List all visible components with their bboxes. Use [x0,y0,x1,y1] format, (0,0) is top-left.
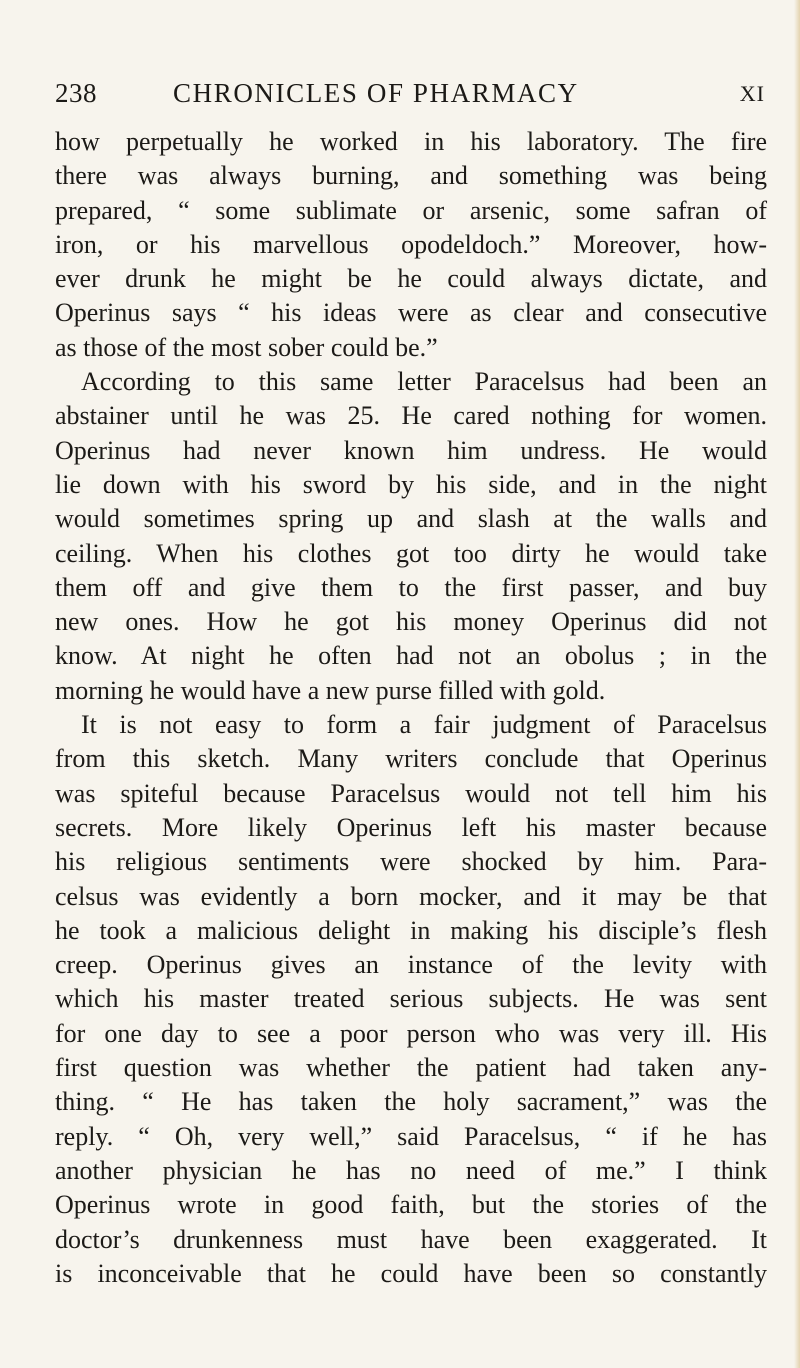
text-line: for one day to see a poor person who was very ill. His [55,1018,767,1048]
text-line: would sometimes spring up and slash at the walls and [55,504,767,534]
text-line: Operinus wrote in good faith, but the stories of the [55,1190,767,1220]
paragraph [55,708,767,1291]
text-line: from this sketch. Many writers conclude that Operinus [55,744,767,774]
page-edge-stain [794,0,800,1368]
text-line: is inconceivable that he could have been so constantly [55,1258,767,1288]
text-line: know. At night he often had not an obolus ; in the [55,641,767,671]
text-line: prepared, “ some sublimate or arsenic, some safran of [55,195,767,225]
text-line: Operinus says “ his ideas were as clear and consecutive [55,298,767,328]
text-line: his religious sentiments were shocked by him. Para- [55,847,767,877]
paragraph [55,365,767,708]
text-line: morning he would have a new purse filled with gold. [55,675,606,705]
text-line: reply. “ Oh, very well,” said Paracelsus, “ if he has [55,1121,767,1151]
text-line: new ones. How he got his money Operinus did not [55,607,767,637]
text-line: another physician he has no need of me.” I think [55,1155,767,1185]
running-title: CHRONICLES OF PHARMACY [173,78,579,108]
text-line: iron, or his marvellous opodeldoch.” Moreover, how- [55,229,767,259]
text-line: which his master treated serious subjects. He was sent [55,984,767,1014]
text-line: ceiling. When his clothes got too dirty he would take [55,538,767,568]
text-line: secrets. More likely Operinus left his master because [55,812,767,842]
text-line: there was always burning, and something was being [55,161,767,191]
text-line: According to this same letter Paracelsus had been an [81,367,767,397]
page-number: 238 [55,78,97,108]
paragraph [55,125,767,365]
text-line: was spiteful because Paracelsus would not tell him his [55,778,767,808]
text-line: doctor’s drunkenness must have been exaggerated. It [55,1224,767,1254]
text-line: he took a malicious delight in making his disciple’s flesh [55,915,767,945]
text-line: lie down with his sword by his side, and in the night [55,469,767,499]
text-line: abstainer until he was 25. He cared nothing for women. [55,401,767,431]
text-line: thing. “ He has taken the holy sacrament,” was the [55,1087,767,1117]
chapter-numeral: XI [739,81,765,106]
text-line: It is not easy to form a fair judgment of Paracelsus [81,710,767,740]
running-head [55,78,765,118]
text-line: first question was whether the patient had taken any- [55,1053,767,1083]
text-line: creep. Operinus gives an instance of the levity with [55,950,767,980]
text-line: Operinus had never known him undress. He would [55,435,767,465]
text-line: ever drunk he might be he could always dictate, and [55,264,767,294]
text-line: celsus was evidently a born mocker, and it may be that [55,881,767,911]
body-text [55,125,767,1291]
text-line: how perpetually he worked in his laboratory. The fire [55,127,767,156]
text-line: them off and give them to the first passer, and buy [55,572,767,602]
text-line: as those of the most sober could be.” [55,332,438,362]
